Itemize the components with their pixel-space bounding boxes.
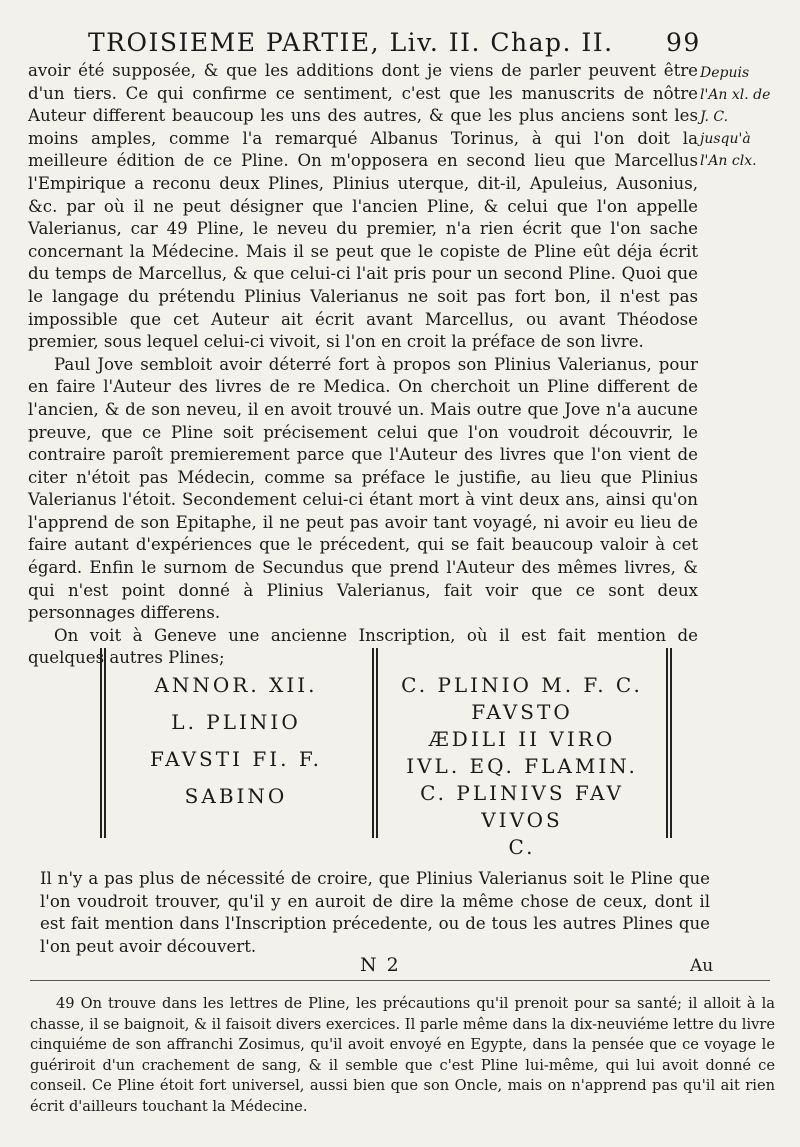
catchword: Au: [690, 956, 714, 976]
after-inscription-text: [40, 868, 710, 958]
inscription-line: IVL. EQ. FLAMIN.: [406, 754, 638, 778]
margin-note: Depuis l'An xl. de J. C. jusqu'à l'An clx.: [700, 65, 771, 169]
page-number: 99: [666, 28, 701, 57]
running-title: TROISIEME PARTIE, Liv. II. Chap. II.: [88, 28, 614, 57]
inscription-left-column: [116, 672, 356, 820]
inscription-line: C.: [508, 835, 536, 859]
inscription-line: ANNOR. XII.: [154, 673, 318, 697]
main-text: [28, 60, 698, 670]
inscription-line: FAVSTO: [471, 700, 573, 724]
paragraph-3: On voit à Geneve une ancienne Inscription, où il est fait mention de quelques autres Plines;: [28, 625, 698, 668]
paragraph-4: Il n'y a pas plus de nécessité de croire, que Plinius Valerianus soit le Pline que l'on voudroit trouver, qu'il y en auroit de dire la même chose de ceux, dont il est fait mention dans l'Inscription précedente, ou de tous les autres Plines que l'on peut avoir découvert.: [40, 869, 710, 956]
inscription-line: ÆDILI II VIRO: [428, 727, 616, 751]
inscription-line: VIVOS: [481, 808, 563, 832]
paragraph-2: Paul Jove sembloit avoir déterré fort à propos son Plinius Valerianus, pour en faire l'Auteur des livres de re Medica. On cherchoit un Pline different de l'ancien, & de son neveu, il en avoit trouvé un. Mais outre que Jove n'a aucune preuve, que ce Pline soit précisement celui que l'on voudroit découvrir, le contraire paroît premierement parce que l'Auteur des livres que l'on vient de citer n'étoit pas Médecin, comme sa préface le justifie, au lieu que Plinius Valerianus l'étoit. Secondement celui-ci étant mort à vint deux ans, ainsi qu'on l'apprend de son Epitaphe, il ne peut pas avoir tant voyagé, ni avoir eu lieu de faire autant d'expériences que le précedent, qui se fait beaucoup valoir à cet égard. Enfin le surnom de Secundus que prend l'Auteur des mêmes livres, & qui n'est point donné à Plinius Valerianus, fait voir que ce sont deux personnages differens.: [28, 354, 698, 623]
inscription-right-column: [392, 672, 652, 861]
footnote-text: 49 On trouve dans les lettres de Pline, les précautions qu'il prenoit pour sa santé; il alloit à la chasse, il se baignoit, & il faisoit divers exercices. Il parle même dans la dix-neuviéme lettre du livre cinquiéme de son affranchi Zosimus, qu'il avoit envoyé en Egypte, dans la pensée que ce voyage le guériroit d'un crachement de sang, & il semble que c'est Pline lui-même, qui lui avoit donné ce conseil. Ce Pline étoit fort universel, aussi bien que son Oncle, mais on n'apprend pas qu'il ait rien écrit d'ailleurs touchant la Médecine.: [30, 995, 775, 1115]
inscription-line: C. PLINIVS FAV: [420, 781, 624, 805]
inscription-box: [100, 648, 672, 859]
inscription-line: L. PLINIO: [171, 710, 301, 734]
footnote: [30, 994, 775, 1118]
paragraph-1: avoir été supposée, & que les additions dont je viens de parler peuvent être d'un tiers. Ce qui confirme ce sentiment, c'est que les manuscrits de nôtre Auteur different beaucoup les uns des autres, & que les plus anciens sont les moins amples, comme l'a remarqué Albanus Torinus, à qui l'on doit la meilleure édition de ce Pline. On m'opposera en second lieu que Marcellus l'Empirique a reconu deux Plines, Plinius uterque, dit-il, Apuleius, Ausonius, &c. par où il ne peut désigner que l'ancien Pline, & celui que l'on appelle Valerianus, car 49 Pline, le neveu du premier, n'a rien écrit que l'on sache concernant la Médecine. Mais il se peut que le copiste de Pline eût déja écrit du temps de Marcellus, & que celui-ci l'ait pris pour un second Pline. Quoi que le langage du prétendu Plinius Valerianus ne soit pas fort bon, il n'est pas impossible que cet Auteur ait écrit avant Marcellus, ou avant Théodose premier, sous lequel celui-ci vivoit, si l'on en croit la préface de son livre.: [28, 61, 698, 352]
signature-mark: N 2: [360, 954, 401, 976]
footnote-rule: [30, 980, 770, 981]
inscription-divider: [372, 648, 378, 838]
inscription-line: SABINO: [184, 784, 288, 808]
inscription-line: C. PLINIO M. F. C.: [401, 673, 643, 697]
inscription-line: FAVSTI FI. F.: [150, 747, 322, 771]
running-header: [88, 28, 728, 57]
